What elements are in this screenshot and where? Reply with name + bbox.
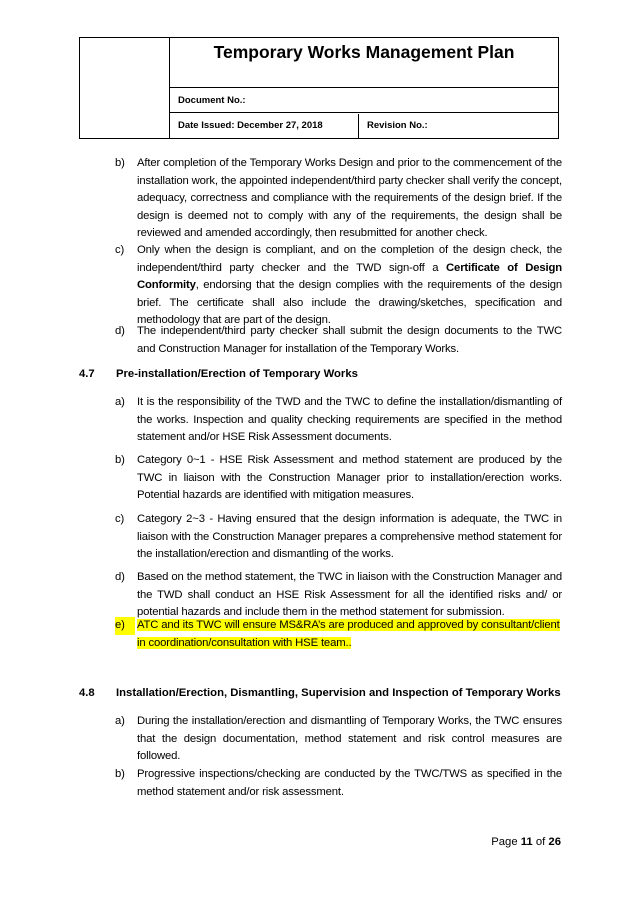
list-item-text: Based on the method statement, the TWC in liaison with the Construction Manager and the TWD shall conduct an HSE Risk Assessment for all the identified risks and/ or potential hazards and include them in the method statement for submission.	[137, 571, 562, 619]
list-item-text: Progressive inspections/checking are conducted by the TWC/TWS as specified in the method statement and/or risk assessment.	[137, 768, 562, 798]
section-title: Installation/Erection, Dismantling, Supervision and Inspection of Temporary Works	[116, 687, 561, 699]
list-marker: a)	[115, 396, 125, 408]
page-of-label: of	[535, 836, 546, 848]
certificate-term: Certificate of Design Conformity	[137, 261, 562, 292]
list-marker: b)	[115, 157, 125, 169]
list-marker: b)	[115, 768, 125, 780]
section-heading-4-8	[79, 685, 561, 702]
date-issued-field: Date Issued: December 27, 2018	[170, 114, 359, 138]
section-number: 4.8	[79, 687, 95, 699]
highlighted-text: ATC and its TWC will ensure MS&RA’s are produced and approved by consultant/client in coordination/consultation with HSE team..	[137, 619, 560, 649]
text-segment: , endorsing that the design complies with the requirements of the design brief. The certificate shall also include the drawing/sketches, specification and methodology that are part of the design.	[137, 279, 562, 327]
list-item	[115, 452, 562, 505]
list-item-text: The independent/third party checker shall submit the design documents to the TWC and Construction Manager for installation of the Temporary Works.	[137, 325, 562, 355]
document-header-table	[79, 37, 559, 139]
list-marker: a)	[115, 715, 125, 727]
page-current: 11	[520, 836, 533, 848]
list-item	[115, 713, 562, 766]
highlighted-list-item	[115, 617, 562, 652]
list-marker: c)	[115, 244, 125, 256]
list-item-text: After completion of the Temporary Works Design and prior to the commencement of the installation work, the appointed independent/third party checker shall verify the concept, adequacy, correctness and compliance with the requirements of the design brief. If the design is deemed not to comply with any of the requirements, the design shall be reviewed and amended accordingly, then resubmitted for another check.	[137, 157, 562, 240]
section-heading-4-7	[79, 366, 358, 383]
document-title: Temporary Works Management Plan	[170, 38, 558, 88]
logo-cell	[80, 38, 170, 138]
list-item-text	[137, 617, 562, 652]
page-number	[491, 836, 561, 848]
list-item	[115, 323, 562, 358]
list-marker: d)	[115, 571, 125, 583]
list-item	[115, 511, 562, 564]
list-marker: b)	[115, 454, 125, 466]
document-number-field: Document No.:	[170, 88, 558, 113]
revision-number-field: Revision No.:	[367, 120, 428, 131]
list-item	[115, 394, 562, 447]
list-marker: e)	[115, 617, 135, 635]
list-item-text: It is the responsibility of the TWD and the TWC to define the installation/dismantling of the works. Inspection and quality checking requirements are specified in the method statement and/or HSE Risk Assessment documents.	[137, 396, 562, 444]
list-item-text	[137, 242, 562, 330]
list-item-text: Category 2~3 - Having ensured that the design information is adequate, the TWC in liaison with the Construction Manager prepares a comprehensive method statement for the installation/erection and dismantling of the works.	[137, 513, 562, 561]
list-marker: d)	[115, 325, 125, 337]
list-item-text: During the installation/erection and dismantling of Temporary Works, the TWC ensures that the design documentation, method statement and risk control measures are followed.	[137, 715, 562, 763]
list-item	[115, 242, 562, 330]
list-item	[115, 155, 562, 243]
list-item	[115, 766, 562, 801]
section-title: Pre-installation/Erection of Temporary Works	[116, 368, 358, 380]
list-item-text: Category 0~1 - HSE Risk Assessment and method statement are produced by the TWC in liaison with the Construction Manager prior to installation/erection works. Potential hazards are identified with mitigation measures.	[137, 454, 562, 502]
list-marker: c)	[115, 513, 125, 525]
page-total: 26	[548, 836, 561, 848]
section-number: 4.7	[79, 368, 95, 380]
list-item	[115, 569, 562, 622]
text-segment: Only when the design is compliant, and on the completion of the design check, the independent/third party checker and the TWD sign-off a	[137, 244, 562, 274]
page-label: Page	[491, 836, 518, 848]
